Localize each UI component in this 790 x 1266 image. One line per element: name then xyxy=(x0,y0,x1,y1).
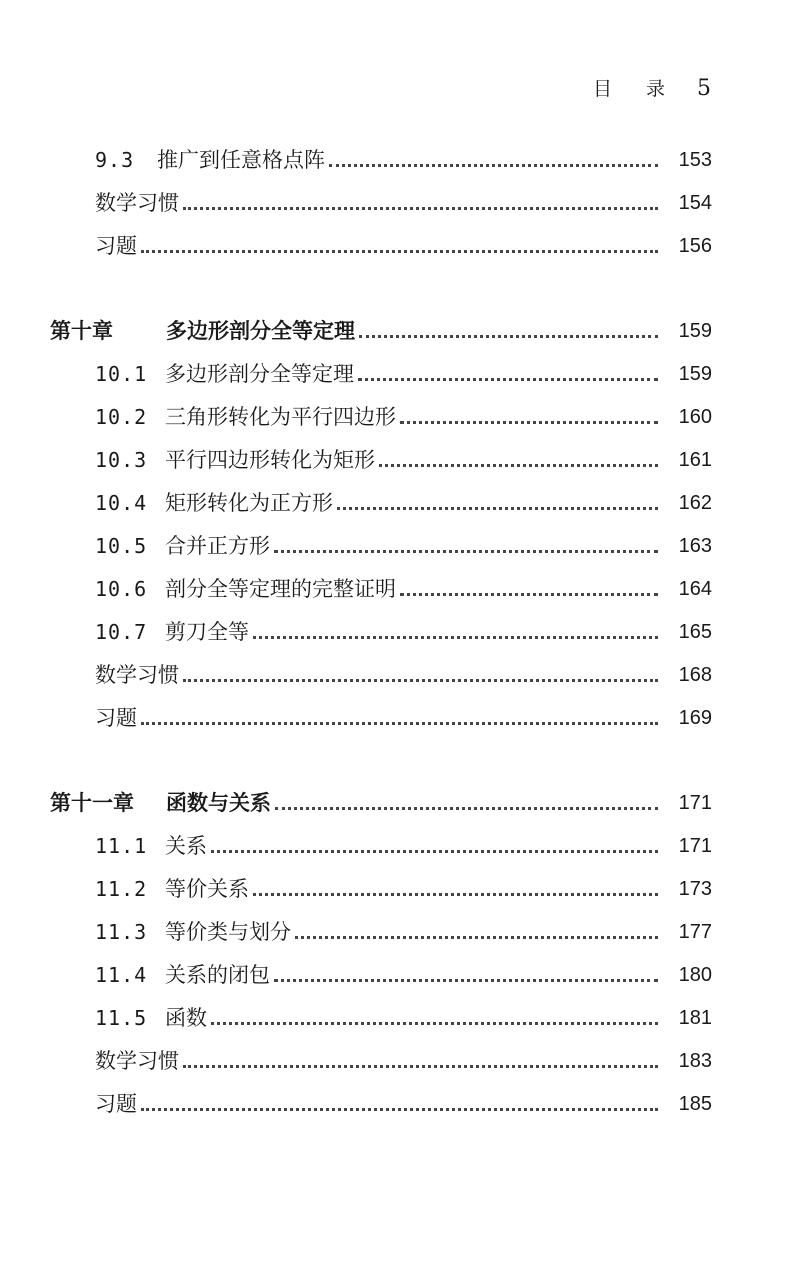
entry-page: 183 xyxy=(678,1050,712,1072)
entry-page: 161 xyxy=(678,449,712,471)
toc-entry[interactable] xyxy=(0,445,790,475)
section-number: 10.1 xyxy=(95,362,148,386)
entry-title: 习题 xyxy=(95,706,137,730)
dot-leader xyxy=(253,893,658,896)
section-number: 11.3 xyxy=(95,920,148,944)
entry-page: 173 xyxy=(678,878,712,900)
entry-title: 习题 xyxy=(95,234,137,258)
toc-entry[interactable] xyxy=(0,145,790,175)
entry-page: 181 xyxy=(678,1007,712,1029)
section-number: 10.5 xyxy=(95,534,148,558)
running-head xyxy=(593,74,712,101)
chapter-title: 多边形剖分全等定理 xyxy=(166,318,355,343)
section-number: 11.1 xyxy=(95,834,148,858)
dot-leader xyxy=(141,1108,658,1111)
toc-entry[interactable] xyxy=(0,660,790,690)
dot-leader xyxy=(183,679,658,682)
dot-leader xyxy=(141,250,658,253)
dot-leader xyxy=(253,636,658,639)
running-head-title: 目 录 xyxy=(592,78,679,100)
section-number: 10.3 xyxy=(95,448,148,472)
toc-entry[interactable] xyxy=(0,231,790,261)
entry-page: 154 xyxy=(678,192,712,214)
toc-entry[interactable] xyxy=(0,1046,790,1076)
dot-leader xyxy=(274,550,658,553)
dot-leader xyxy=(337,507,658,510)
page-number: 5 xyxy=(697,76,712,101)
section-number: 10.7 xyxy=(95,620,148,644)
toc-entry[interactable] xyxy=(0,531,790,561)
dot-leader xyxy=(141,722,658,725)
section-number: 11.5 xyxy=(95,1006,148,1030)
toc-entry[interactable] xyxy=(0,488,790,518)
dot-leader xyxy=(183,1065,658,1068)
dot-leader xyxy=(359,335,658,338)
section-number: 9.3 xyxy=(95,148,135,172)
dot-leader xyxy=(211,850,658,853)
entry-page: 153 xyxy=(678,149,712,171)
toc-entry[interactable] xyxy=(0,1003,790,1033)
dot-leader xyxy=(274,979,658,982)
section-number: 10.2 xyxy=(95,405,148,429)
entry-page: 185 xyxy=(678,1093,712,1115)
section-number: 11.4 xyxy=(95,963,148,987)
entry-title: 数学习惯 xyxy=(95,1049,179,1073)
chapter-number: 第十一章 xyxy=(50,790,134,815)
toc-chapter-entry[interactable] xyxy=(0,788,790,818)
entry-title: 等价类与划分 xyxy=(165,920,291,944)
toc-chapter-entry[interactable] xyxy=(0,316,790,346)
entry-page: 180 xyxy=(678,964,712,986)
dot-leader xyxy=(183,207,658,210)
section-number: 10.4 xyxy=(95,491,148,515)
toc-entry[interactable] xyxy=(0,703,790,733)
dot-leader xyxy=(275,807,658,810)
entry-page: 177 xyxy=(678,921,712,943)
entry-title: 合并正方形 xyxy=(165,534,270,558)
entry-page: 164 xyxy=(678,578,712,600)
entry-title: 三角形转化为平行四边形 xyxy=(165,405,396,429)
entry-title: 数学习惯 xyxy=(95,191,179,215)
entry-title: 数学习惯 xyxy=(95,663,179,687)
dot-leader xyxy=(358,378,658,381)
entry-title: 推广到任意格点阵 xyxy=(157,148,325,172)
toc-entry[interactable] xyxy=(0,874,790,904)
entry-page: 171 xyxy=(678,835,712,857)
entry-page: 159 xyxy=(678,363,712,385)
toc-entry[interactable] xyxy=(0,1089,790,1119)
dot-leader xyxy=(379,464,658,467)
toc-entry[interactable] xyxy=(0,359,790,389)
entry-title: 平行四边形转化为矩形 xyxy=(165,448,375,472)
toc-entry[interactable] xyxy=(0,574,790,604)
entry-title: 函数 xyxy=(165,1006,207,1030)
section-number: 11.2 xyxy=(95,877,148,901)
entry-title: 等价关系 xyxy=(165,877,249,901)
entry-page: 168 xyxy=(678,664,712,686)
entry-page: 169 xyxy=(678,707,712,729)
entry-page: 160 xyxy=(678,406,712,428)
entry-title: 矩形转化为正方形 xyxy=(165,491,333,515)
toc-entry[interactable] xyxy=(0,917,790,947)
chapter-title: 函数与关系 xyxy=(166,790,271,815)
entry-page: 156 xyxy=(678,235,712,257)
entry-title: 剪刀全等 xyxy=(165,620,249,644)
dot-leader xyxy=(295,936,658,939)
entry-title: 关系的闭包 xyxy=(165,963,270,987)
toc-entry[interactable] xyxy=(0,960,790,990)
toc-entry[interactable] xyxy=(0,617,790,647)
dot-leader xyxy=(400,421,658,424)
entry-page: 171 xyxy=(678,792,712,814)
entry-title: 关系 xyxy=(165,834,207,858)
section-number: 10.6 xyxy=(95,577,148,601)
dot-leader xyxy=(400,593,658,596)
entry-title: 剖分全等定理的完整证明 xyxy=(165,577,396,601)
entry-title: 多边形剖分全等定理 xyxy=(165,362,354,386)
toc-entry[interactable] xyxy=(0,831,790,861)
chapter-number: 第十章 xyxy=(50,318,113,343)
entry-page: 165 xyxy=(678,621,712,643)
toc-entry[interactable] xyxy=(0,188,790,218)
dot-leader xyxy=(329,164,658,167)
entry-title: 习题 xyxy=(95,1092,137,1116)
entry-page: 159 xyxy=(678,320,712,342)
dot-leader xyxy=(211,1022,658,1025)
entry-page: 163 xyxy=(678,535,712,557)
toc-entry[interactable] xyxy=(0,402,790,432)
entry-page: 162 xyxy=(678,492,712,514)
